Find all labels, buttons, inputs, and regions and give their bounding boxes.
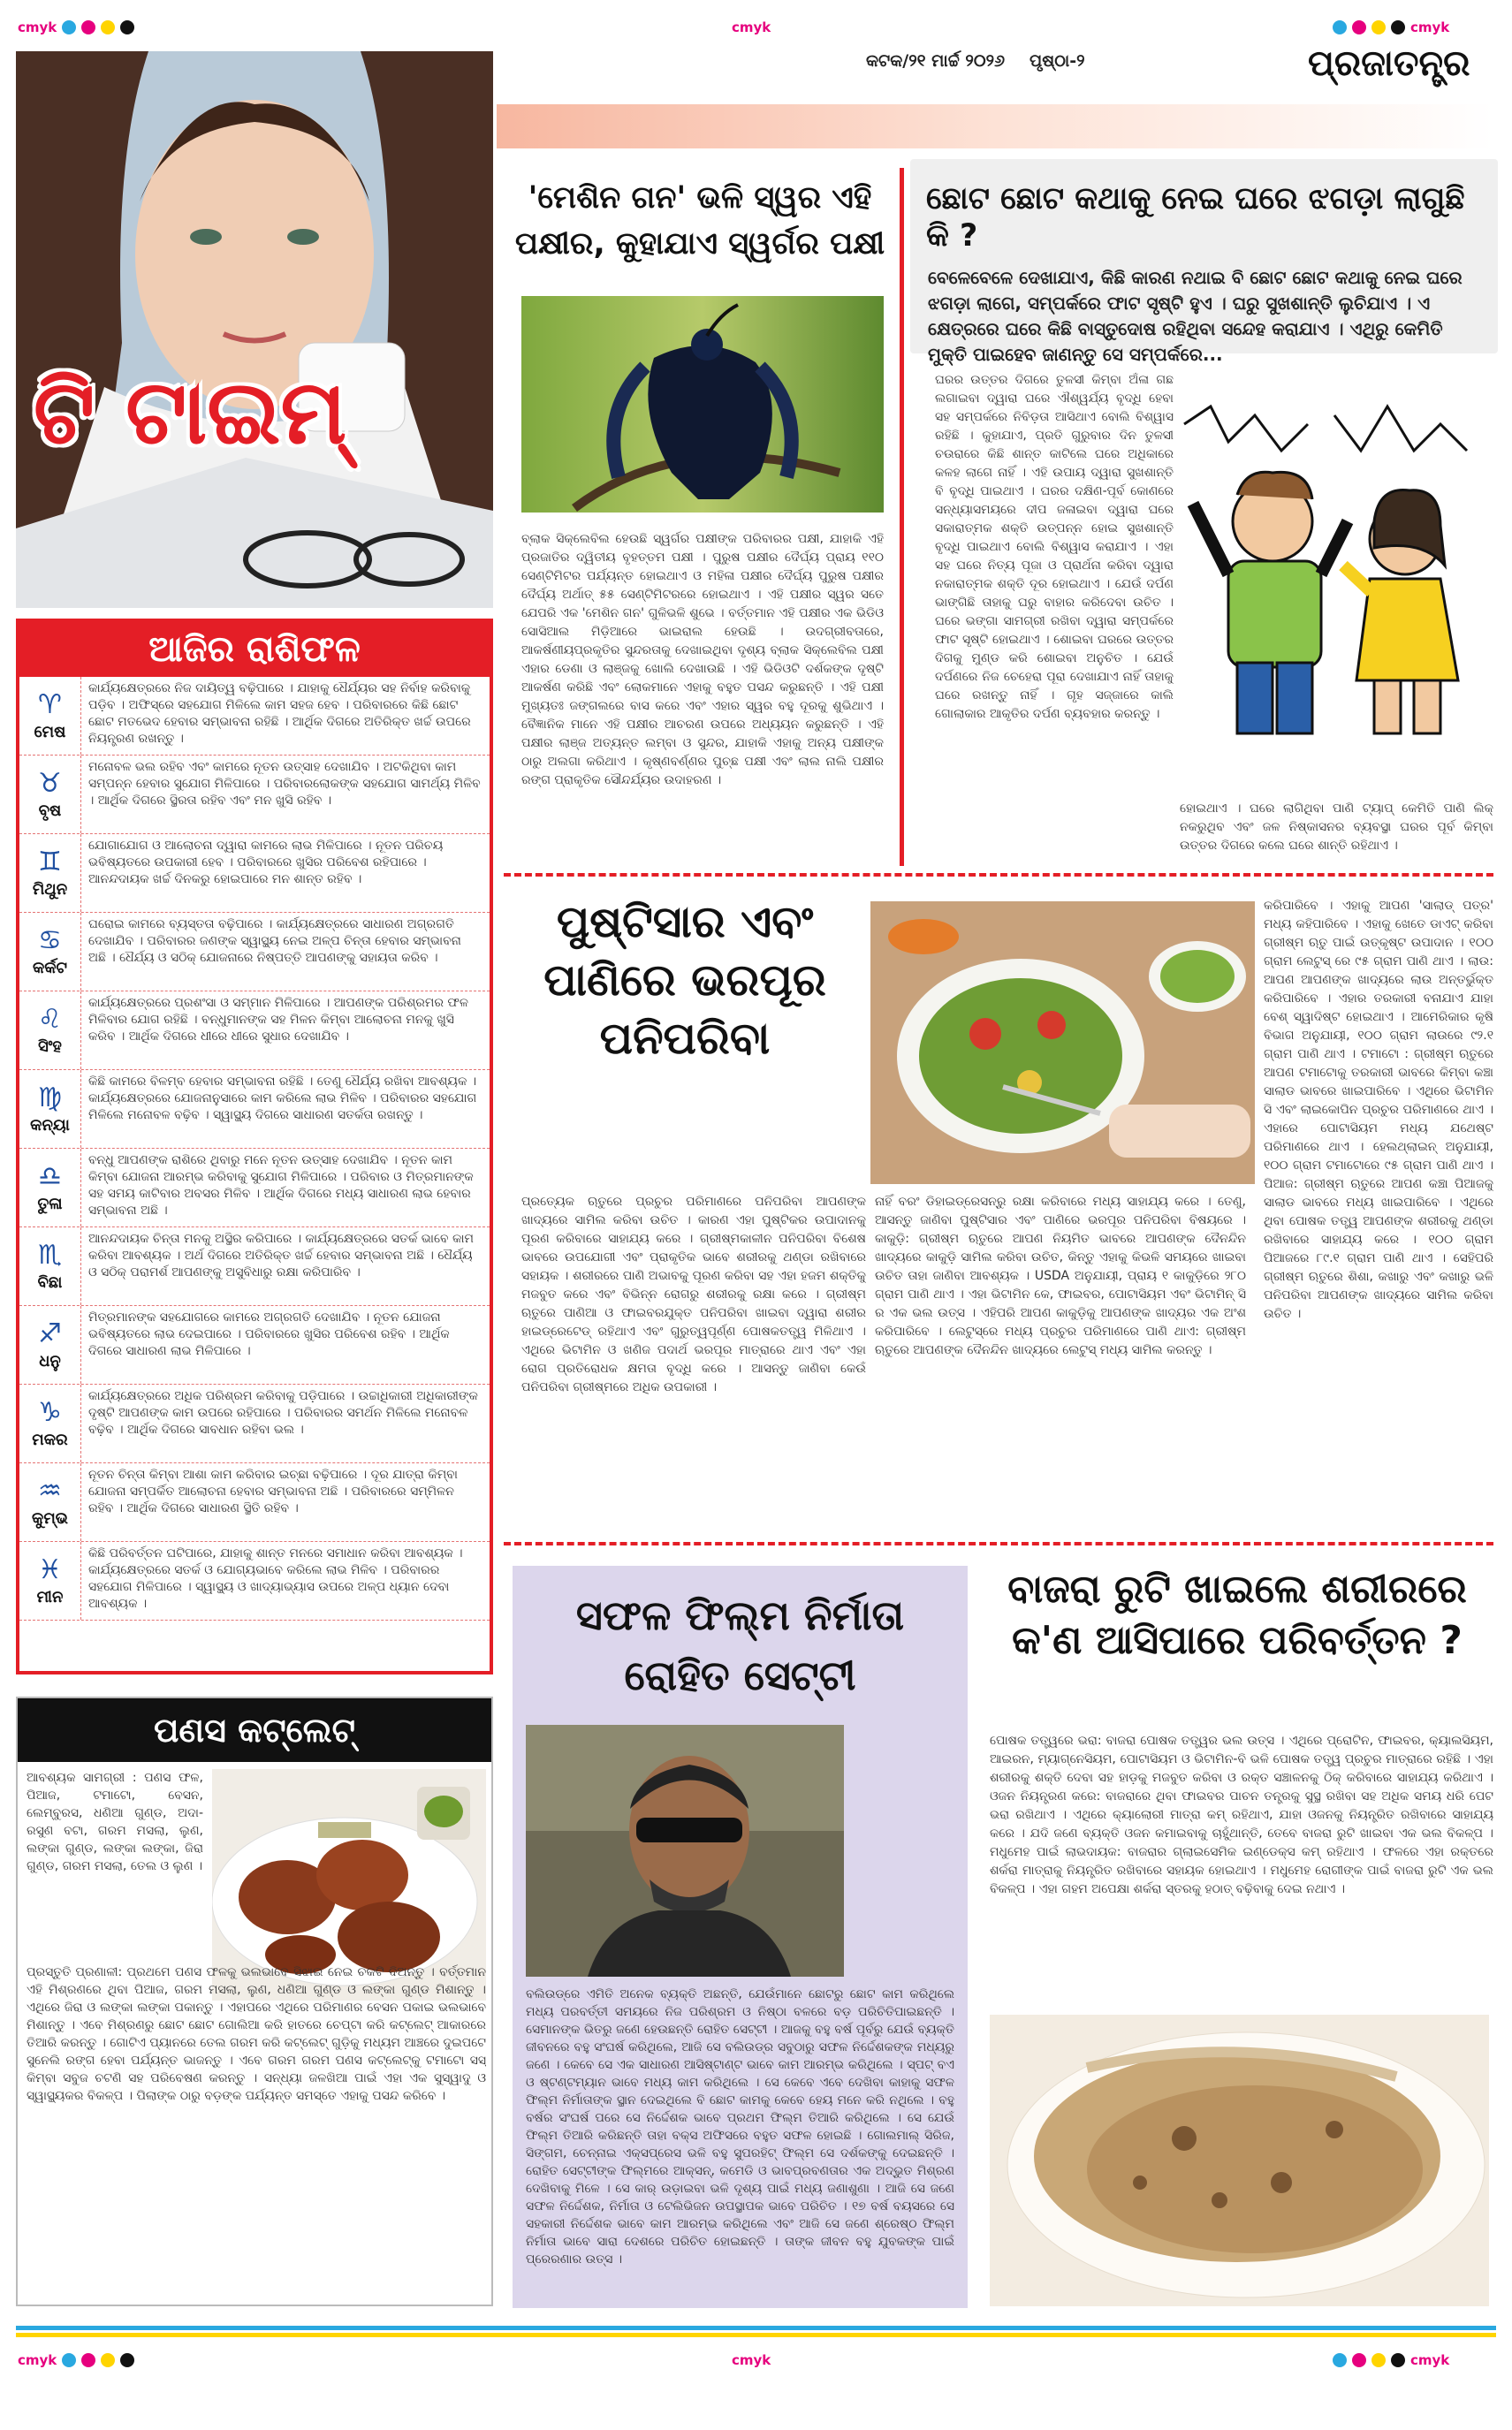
rohit-body: ବଲିଉଡ୍‌ରେ ଏମିତି ଅନେକ ବ୍ୟକ୍ତି ଅଛନ୍ତି, ଯେଉଁମାନେ ଛୋଟରୁ ଛୋଟ କାମ କରିଥିଲେ ମଧ୍ୟ ପରବର୍ତ୍ତୀ ସମୟରେ ନିଜ ପରିଶ୍ରମ ଓ ନିଷ୍ଠା ବଳରେ ବଡ଼ ପରିଚିତିପାଇଛନ୍ତି । ସେମାନଙ୍କ ଭିତରୁ ଜଣେ ହେଉଛନ୍ତି ରୋହିତ ସେଟ୍ଟୀ । ଆଜକୁ ବହୁ ବର୍ଷ ପୂର୍ବରୁ ଯେଉଁ ବ୍ୟକ୍ତି ଜୀବନରେ ବହୁ ସଂଘର୍ଷ କରିଥିଲେ, ଆଜି ସେ ବଲିଉଡ୍‌ର ସବୁଠାରୁ ସଫଳ ନିର୍ଦ୍ଦେଶକଙ୍କ ମଧ୍ୟରୁ ଜଣେ । କେବେ ସେ ଏକ ସାଧାରଣ ଆସିଷ୍ଟାଣ୍ଟ ଭାବେ କାମ ଆରମ୍ଭ କରିଥିଲେ । ସ୍ପଟ୍ ବଏ ଓ ଷ୍ଟଣ୍ଟମ୍ୟାନ ଭାବେ ମଧ୍ୟ କାମ କରିଥିଲେ । ସେ କେବେ ଏବେ ଦେଖିବା କାହାକୁ ସଫଳ ଫିଲ୍ମ ନିର୍ମାତାଙ୍କ ସ୍ଥାନ ଦେଇଥିଲେ ବି ଛୋଟ କାମକୁ କେବେ ହେୟ ମନେ କରି ନଥିଲେ । ବହୁ ବର୍ଷର ସଂଘର୍ଷ ପରେ ସେ ନିର୍ଦ୍ଦେଶକ ଭାବେ ପ୍ରଥମ ଫିଲ୍ମ ତିଆରି କରିଥିଲେ । ସେ ଯେଉଁ ଫିଲ୍ମ ତିଆରି କରିଛନ୍ତି ତାହା ବକ୍ସ ଅଫିସରେ ବହୁତ ସଫଳ ହୋଇଛି । ଗୋଲମାଲ୍ ସିରିଜ, ସିଙ୍ଗମ, ଚେନ୍ନାଇ ଏକ୍ସପ୍ରେସ ଭଳି ବହୁ ସୁପରହିଟ୍ ଫିଲ୍ମ ସେ ଦର୍ଶକଙ୍କୁ ଦେଇଛନ୍ତି । ରୋହିତ ସେଟ୍ଟୀଙ୍କ ଫିଲ୍ମରେ ଆକ୍ସନ୍, କମେଡି ଓ ଭାବପ୍ରବଣତାର ଏକ ଅଦ୍ଭୁତ ମିଶ୍ରଣ ଦେଖିବାକୁ ମିଳେ । ସେ କାର୍ ଉଡ଼ାଇବା ଭଳି ଦୃଶ୍ୟ ପାଇଁ ମଧ୍ୟ ଜଣାଶୁଣା । ଆଜି ସେ ଜଣେ ସଫଳ ନିର୍ଦ୍ଦେଶକ, ନିର୍ମାତା ଓ ଟେଲିଭିଜନ ଉପସ୍ଥାପକ ଭାବେ ପରିଚିତ । ୧୭ ବର୍ଷ ବୟସରେ ସେ ସହକାରୀ ନିର୍ଦ୍ଦେଶକ ଭାବେ କାମ ଆରମ୍ଭ କରିଥିଲେ ଏବଂ ଆଜି ସେ ଜଣେ ଶ୍ରେଷ୍ଠ ଫିଲ୍ମ ନିର୍ମାତା ଭାବେ ସାରା ଦେଶରେ ପରିଚିତ ହୋଇଛନ୍ତି । ତାଙ୍କ ଜୀବନ ବହୁ ଯୁବକଙ୍କ ପାଇଁ ପ୍ରେରଣାର ଉତ୍ସ । (526, 1987, 954, 2267)
zodiac-name: ତୁଳା (37, 1194, 63, 1213)
horoscope-row (19, 1227, 490, 1306)
quarrel-intro: ବେଳେବେଳେ ଦେଖାଯାଏ, କିଛି କାରଣ ନଥାଇ ବି ଛୋଟ ଛୋଟ କଥାକୁ ନେଇ ଘରେ ଝଗଡ଼ା ଲାଗେ, ସମ୍ପର୍କରେ ଫାଟ ସୃଷ୍ଟି ହୁଏ । ଘରୁ ସୁଖଶାନ୍ତି ଲୁଚିଯାଏ । ଏ କ୍ଷେତ୍ରରେ ଘରେ କିଛି ବାସ୍ତୁଦୋଷ ରହିଥିବା ସନ୍ଦେହ କରାଯାଏ । ଏଥିରୁ କେମିତି ମୁକ୍ତି ପାଇହେବ ଜାଣନ୍ତୁ ସେ ସମ୍ପର୍କରେ... (928, 267, 1463, 365)
zodiac-forecast: ଆନନ୍ଦଦାୟକ ଚିନ୍ତା ମନକୁ ଅସ୍ଥିର କରିପାରେ । କାର୍ଯ୍ୟକ୍ଷେତ୍ରରେ ସତର୍କ ଭାବେ କାମ କରିବା ଆବଶ୍ୟକ । ଅର୍ଥ ଦିଗରେ ଅତିରିକ୍ତ ଖର୍ଚ୍ଚ ହେବାର ସମ୍ଭାବନା ଅଛି । ଧୈର୍ଯ୍ୟ ଓ ସଠିକ୍ ପରାମର୍ଶ ଆପଣଙ୍କୁ ଅସୁବିଧାରୁ ରକ୍ଷା କରିପାରିବ । (88, 1232, 475, 1280)
zodiac-name: ବିଛା (37, 1272, 63, 1292)
zodiac-icon: ♏ (38, 1239, 62, 1271)
quarrel-body: ଘରର ଉତ୍ତର ଦିଗରେ ତୁଳସୀ କିମ୍ବା ଅଁଳା ଗଛ ଲଗାଇବା ଦ୍ୱାରା ଘରେ ଐଶ୍ୱର୍ଯ୍ୟ ବୃଦ୍ଧି ହେବା ସହ ସମ୍ପର୍କରେ ନିବିଡ଼ତା ଆସିଥାଏ ବୋଲି ବିଶ୍ୱାସ ରହିଛି । କୁହାଯାଏ, ପ୍ରତି ଗୁରୁବାର ଦିନ ତୁଳସୀ ଚଉରାରେ କିଛି ଶାନ୍ତ କାଟିଲେ ଘରେ ଅଧିକାରେ କଳହ ଲାଗେ ନାହିଁ । ଏହି ଉପାୟ ଦ୍ୱାରା ସୁଖଶାନ୍ତି ବି ବୃଦ୍ଧି ପାଇଥାଏ । ଘରର ଦକ୍ଷିଣ-ପୂର୍ବ କୋଣରେ ସନ୍ଧ୍ୟାସମୟରେ ଦୀପ ଜଳାଇବା ଦ୍ୱାରା ଘରେ ସକାରାତ୍ମକ ଶକ୍ତି ଉତ୍ପନ୍ନ ହୋଇ ସୁଖଶାନ୍ତି ବୃଦ୍ଧି ପାଇଥାଏ ବୋଲି ବିଶ୍ୱାସ କରାଯାଏ । ଏହା ସହ ଘରେ ନିତ୍ୟ ପୂଜା ଓ ପ୍ରାର୍ଥନା କରିବା ଦ୍ୱାରା ନକାରାତ୍ମକ ଶକ୍ତି ଦୂର ହୋଇଥାଏ । ଯେଉଁ ଦର୍ପଣ ଭାଙ୍ଗିଛି ତାହାକୁ ଘରୁ ବାହାର କରିଦେବା ଉଚିତ । ଘରେ ଭଙ୍ଗା ସାମଗ୍ରୀ ରଖିବା ଦ୍ୱାରା ସମ୍ପର୍କରେ ଫାଟ ସୃଷ୍ଟି ହୋଇଥାଏ । ଶୋଇବା ଘରରେ ଉତ୍ତର ଦିଗକୁ ମୁଣ୍ଡ କରି ଶୋଇବା ଅନୁଚିତ । ଯେଉଁ ଦର୍ପଣରେ ନିଜ ଚେହେରା ପୂରା ଦେଖାଯାଏ ନାହିଁ ତାହାକୁ ଘରେ ରଖନ୍ତୁ ନାହିଁ । ଗୃହ ସଜ୍ଜାରେ କାଲି ଗୋଲାକାର ଆକୃତିର ଦର୍ପଣ ବ୍ୟବହାର କରନ୍ତୁ । (935, 373, 1174, 721)
zodiac-forecast: କିଛି କାମରେ ବିଳମ୍ବ ହେବାର ସମ୍ଭାବନା ରହିଛି । ତେଣୁ ଧୈର୍ଯ୍ୟ ରଖିବା ଆବଶ୍ୟକ । କାର୍ଯ୍ୟକ୍ଷେତ୍ରରେ ଯୋଜନାନୁସାରେ କାମ କରିଲେ ଲାଭ ମିଳିବ । ପରିବାରର ସହଯୋଗ ମିଳିଲେ ମନୋବଳ ବଢ଼ିବ । ସ୍ୱାସ୍ଥ୍ୟ ଦିଗରେ ସାଧାରଣ ସତର୍କତା ରଖନ୍ତୁ । (88, 1075, 477, 1122)
zodiac-forecast: ଯୋଗାଯୋଗ ଓ ଆଲୋଚନା ଦ୍ୱାରା କାମରେ ଲାଭ ମିଳିପାରେ । ନୂତନ ପରିଚୟ ଭବିଷ୍ୟତରେ ଉପକାରୀ ହେବ । ପରିବାରରେ ଖୁସିର ପରିବେଶ ରହିପାରେ । ଆନନ୍ଦଦାୟକ ଖର୍ଚ୍ଚ ଦିନକରୁ ହୋଇପାରେ ମନ ଶାନ୍ତ ରହିବ । (88, 839, 444, 886)
horoscope-row (19, 1542, 490, 1621)
zodiac-icon: ♍ (38, 1082, 62, 1113)
zodiac-forecast: ନୂତନ ଚିନ୍ତା କିମ୍ବା ଆଶା କାମ କରିବାର ଇଚ୍ଛା ବଢ଼ିପାରେ । ଦୂର ଯାତ୍ରା କିମ୍ବା ଯୋଜନା ସମ୍ପର୍କିତ ଆଲୋଚନା ହେବାର ସମ୍ଭାବନା ଅଛି । ପରିବାରରେ ସମ୍ମିଳନ ରହିବ । ଆର୍ଥିକ ଦିଗରେ ସାଧାରଣ ସ୍ଥିତି ରହିବ । (88, 1468, 458, 1515)
horoscope-list (19, 677, 490, 1621)
zodiac-name: କର୍କଟ (32, 958, 68, 977)
zodiac-name: କୁମ୍ଭ (32, 1508, 68, 1528)
zodiac-icon: ♋ (38, 924, 62, 956)
zodiac-forecast: କାର୍ଯ୍ୟକ୍ଷେତ୍ରରେ ଅଧିକ ପରିଶ୍ରମ କରିବାକୁ ପଡ଼ିପାରେ । ଉଚ୍ଚାଧିକାରୀ ଅଧିକାରୀଙ୍କ ଦୃଷ୍ଟି ଆପଣଙ୍କ କାମ ଉପରେ ରହିପାରେ । ପରିବାରର ସମର୍ଥନ ମିଳିଲେ ମନୋବଳ ବଢ଼ିବ । ଆର୍ଥିକ ଦିଗରେ ସାବଧାନ ରହିବା ଭଲ । (88, 1389, 478, 1437)
column-divider (900, 168, 904, 866)
zodiac-forecast: ଘରୋଇ କାମରେ ବ୍ୟସ୍ତତା ବଢ଼ିପାରେ । କାର୍ଯ୍ୟକ୍ଷେତ୍ରରେ ସାଧାରଣ ଅଗ୍ରଗତି ଦେଖାଯିବ । ପରିବାରର ଜଣଙ୍କ ସ୍ୱାସ୍ଥ୍ୟ ନେଇ ଅଳ୍ପ ଚିନ୍ତା ହେବାର ସମ୍ଭାବନା ଅଛି । ଧୈର୍ଯ୍ୟ ଓ ସଠିକ୍ ଯୋଜନାରେ ନିଷ୍ପତ୍ତି ଆପଣଙ୍କୁ ସହାୟତା କରିବ । (88, 917, 461, 965)
horoscope-row (19, 913, 490, 991)
zodiac-forecast: ମିତ୍ରମାନଙ୍କ ସହଯୋଗରେ କାମରେ ଅଗ୍ରଗତି ଦେଖାଯିବ । ନୂତନ ଯୋଜନା ଭବିଷ୍ୟତରେ ଲାଭ ଦେଇପାରେ । ପରିବାରରେ ଖୁସିର ପରିବେଶ ରହିବ । ଆର୍ଥିକ ଦିଗରେ ସାଧାରଣ ଲାଭ ମିଳିପାରେ । (88, 1310, 450, 1358)
registration-mark-top-left (18, 19, 134, 35)
horoscope-title: ଆଜିର ରାଶିଫଳ (19, 622, 490, 677)
registration-mark-bottom-right: cmyk (1333, 2352, 1449, 2368)
zodiac-icon: ♐ (38, 1318, 62, 1349)
vegetables-body-right: କରିପାରିବେ । ଏହାକୁ ଆପଣ 'ସାଲାଡ୍ ପତ୍ର' ମଧ୍ୟ କହିପାରିବେ । ଏହାକୁ ଖେତେ ଡାଏଟ୍ କରିବା ଗ୍ରୀଷ୍ମ ଋତୁ ପାଇଁ ଉତ୍କୃଷ୍ଟ ଉପାଦାନ । ୧୦୦ ଗ୍ରାମ ଲେଟୁସ୍ ରେ ୯୫ ଗ୍ରାମ ପାଣି ଥାଏ । ଲାଉ: ଆପଣ ଆପଣଙ୍କ ଖାଦ୍ୟରେ ଲାଉ ଅନ୍ତର୍ଭୁକ୍ତ କରିପାରିବେ । ଏହାର ତରକାରୀ ବନାଯାଏ ଯାହା ବେଶ୍ ସ୍ୱାଦିଷ୍ଟ ହୋଇଥାଏ । ଆମେରିକାର କୃଷି ବିଭାଗ ଅନୁଯାୟୀ, ୧୦୦ ଗ୍ରାମ ଲାଉରେ ୯୨.୧ ଗ୍ରାମ ପାଣି ଥାଏ । ଟମାଟୋ : ଗ୍ରୀଷ୍ମ ଋତୁରେ ଆପଣ ଟମାଟୋକୁ ତରକାରୀ ଭାବରେ କିମ୍ବା କଞ୍ଚା ସାଲାଡ ଭାବରେ ଖାଇପାରିବେ । ଏଥିରେ ଭିଟାମିନ ସି ଏବଂ ଲାଇକୋପିନ ପ୍ରଚୁର ପରିମାଣରେ ଥାଏ । ଏହାରେ ପୋଟାସିୟମ ମଧ୍ୟ ଯଥେଷ୍ଟ ପରିମାଣରେ ଥାଏ । ହେଲଥ୍‌ଲାଇନ୍ ଅନୁଯାୟୀ, ୧୦୦ ଗ୍ରାମ ଟମାଟୋରେ ୯୫ ଗ୍ରାମ ପାଣି ଥାଏ । ପିଆଜ: ଗ୍ରୀଷ୍ମ ଋତୁରେ ଆପଣ କଞ୍ଚା ପିଆଜକୁ ସାଲାଡ ଭାବରେ ମଧ୍ୟ ଖାଇପାରିବେ । ଏଥିରେ ଥିବା ପୋଷକ ତତ୍ତ୍ୱ ଆପଣଙ୍କ ଶରୀରକୁ ଥଣ୍ଡା ରଖିବାରେ ସାହାଯ୍ୟ କରେ । ୧୦୦ ଗ୍ରାମ ପିଆଜରେ ୮୯.୧ ଗ୍ରାମ ପାଣି ଥାଏ । ସେହିପରି ଗ୍ରୀଷ୍ମ ଋତୁରେ ଶିଶା, କଖାରୁ ଏବଂ କଖାରୁ ଭଳି ପନିପରିବା ଆପଣଙ୍କ ଖାଦ୍ୟରେ ସାମିଲ କରିବା ଉଚିତ । (1264, 899, 1493, 1321)
bajra-body: ପୋଷକ ତତ୍ତ୍ୱରେ ଭରା: ବାଜରା ପୋଷକ ତତ୍ତ୍ୱର ଭଲ ଉତ୍ସ । ଏଥିରେ ପ୍ରୋଟିନ, ଫାଇବର, କ୍ୟାଲସିୟମ, ଆଇରନ, ମ୍ୟାଗ୍ନେସିୟମ, ପୋଟାସିୟମ ଓ ଭିଟାମିନ-ବି ଭଳି ପୋଷକ ତତ୍ତ୍ୱ ପ୍ରଚୁର ମାତ୍ରାରେ ରହିଛି । ଏହା ଶରୀରକୁ ଶକ୍ତି ଦେବା ସହ ହାଡ଼କୁ ମଜବୁତ କରିବା ଓ ରକ୍ତ ସଞ୍ଚାଳନକୁ ଠିକ୍ କରିବାରେ ସାହାଯ୍ୟ କରିଥାଏ । ଓଜନ ନିୟନ୍ତ୍ରଣ କରେ: ବାଜରାରେ ଥିବା ଫାଇବର ପାଚନ ତନ୍ତ୍ରକୁ ସୁସ୍ଥ ରଖିବା ସହ ଅଧିକ ସମୟ ଧରି ପେଟ ଭରା ରଖିଥାଏ । ଏଥିରେ କ୍ୟାଲୋରୀ ମାତ୍ରା କମ୍ ରହିଥାଏ, ଯାହା ଓଜନକୁ ନିୟନ୍ତ୍ରିତ ରଖିବାରେ ସାହାଯ୍ୟ କରେ । ଯଦି ଜଣେ ବ୍ୟକ୍ତି ଓଜନ କମାଇବାକୁ ଚାହୁଁଥାନ୍ତି, ତେବେ ବାଜରା ରୁଟି ଖାଇବା ଏକ ଭଲ ବିକଳ୍ପ । ମଧୁମେହ ପାଇଁ ଲାଭଦାୟକ: ବାଜରାର ଗ୍ଲାଇସେମିକ ଇଣ୍ଡେକ୍ସ କମ୍ ରହିଥାଏ । ଫଳରେ ଏହା ରକ୍ତରେ ଶର୍କରା ମାତ୍ରାକୁ ନିୟନ୍ତ୍ରିତ ରଖିବାରେ ସହାୟକ ହୋଇଥାଏ । ମଧୁମେହ ରୋଗୀଙ୍କ ପାଇଁ ବାଜରା ରୁଟି ଏକ ଭଲ ବିକଳ୍ପ । ଏହା ଗହମ ଅପେକ୍ଷା ଶର୍କରା ସ୍ତରକୁ ହଠାତ୍ ବଢ଼ିବାକୁ ଦେଇ ନଥାଏ । (990, 1734, 1493, 1896)
zodiac-icon: ♎ (38, 1160, 62, 1192)
masthead-logo: ପ୍ରଜାତନ୍ତ୍ର (1308, 42, 1470, 84)
date-text: କଟକ/୨୧ ମାର୍ଚ୍ଚ ୨୦୨୬ (866, 51, 1006, 71)
section-separator-2 (504, 1542, 1493, 1545)
quarrel-illustration (1175, 389, 1480, 742)
zodiac-icon: ♓ (38, 1553, 62, 1585)
bajra-photo (990, 2015, 1489, 2306)
zodiac-sign (19, 756, 81, 833)
bottom-color-strip-cyan (16, 2326, 1496, 2330)
zodiac-sign (19, 1542, 81, 1620)
zodiac-icon: ♉ (38, 767, 62, 799)
zodiac-sign (19, 1385, 81, 1462)
zodiac-name: ମିଥୁନ (32, 879, 68, 899)
zodiac-icon: ♊ (38, 846, 62, 877)
horoscope-row (19, 1070, 490, 1149)
zodiac-forecast: କାର୍ଯ୍ୟକ୍ଷେତ୍ରରେ ପ୍ରଶଂସା ଓ ସମ୍ମାନ ମିଳିପାରେ । ଆପଣଙ୍କ ପରିଶ୍ରମର ଫଳ ମିଳିବାର ଯୋଗ ରହିଛି । ବନ୍ଧୁମାନଙ୍କ ସହ ମିଳନ କିମ୍ବା ଆଲୋଚନା ମନକୁ ଖୁସି କରିବ । ଆର୍ଥିକ ଦିଗରେ ଧୀରେ ଧୀରେ ସୁଧାର ଦେଖାଯିବ । (88, 996, 468, 1044)
zodiac-sign (19, 1463, 81, 1541)
zodiac-name: ଧନୁ (39, 1351, 61, 1371)
bajra-headline: ବାଜରା ରୁଟି ଖାଇଲେ ଶରୀରରେ କ'ଣ ଆସିପାରେ ପରିବର୍ତ୍ତନ ? (1007, 1567, 1467, 1663)
zodiac-name: ମୀନ (36, 1587, 64, 1606)
horoscope-row (19, 1149, 490, 1227)
rohit-headline: ସଫଳ ଫିଲ୍ମ ନିର୍ମାତା ରୋହିତ ସେଟ୍ଟୀ (575, 1591, 905, 1699)
horoscope-row (19, 677, 490, 756)
horoscope-row (19, 756, 490, 834)
zodiac-name: ମକର (32, 1430, 68, 1449)
zodiac-sign (19, 1306, 81, 1384)
quarrel-headline: ଛୋଟ ଛୋଟ କଥାକୁ ନେଇ ଘରେ ଝଗଡ଼ା ଲାଗୁଛି କି ? (926, 181, 1465, 254)
section-separator-1 (504, 873, 1493, 877)
zodiac-icon: ♒ (38, 1475, 62, 1507)
zodiac-sign (19, 1149, 81, 1226)
pink-banner (497, 104, 1493, 148)
zodiac-forecast: କିଛି ପରିବର୍ତ୍ତନ ଘଟିପାରେ, ଯାହାକୁ ଶାନ୍ତ ମନରେ ସମାଧାନ କରିବା ଆବଶ୍ୟକ । କାର୍ଯ୍ୟକ୍ଷେତ୍ରରେ ସତର୍କ ଓ ଯୋଗ୍ୟଭାବେ କରିଲେ ଲାଭ ମିଳିବ । ପରିବାରର ସହଯୋଗ ମିଳିପାରେ । ସ୍ୱାସ୍ଥ୍ୟ ଓ ଖାଦ୍ୟାଭ୍ୟାସ ଉପରେ ଅଳ୍ପ ଧ୍ୟାନ ଦେବା ଆବଶ୍ୟକ । (88, 1546, 463, 1611)
registration-mark-top-center: cmyk (732, 19, 771, 35)
page-number: ପୃଷ୍ଠା-୨ (1030, 51, 1085, 71)
zodiac-name: ସିଂହ (38, 1037, 62, 1056)
recipe-ingredients: ଆବଶ୍ୟକ ସାମଗ୍ରୀ : ପଣସ ଫଳ, ପିଆଜ, ଟମାଟୋ, ବେସନ, ଲେମ୍ବୁରସ, ଧଣିଆ ଗୁଣ୍ଡ, ଅଦା-ରସୁଣ ବଟା, ଗରମ ମସଲା, ଲୁଣ, ଲଙ୍କା ଗୁଣ୍ଡ, ଲଙ୍କା ଲଙ୍କା, ଜିରା ଗୁଣ୍ଡ, ଗରମ ମସଲା, ତେଲ ଓ ଲୁଣ । (27, 1771, 203, 1873)
horoscope-row (19, 1385, 490, 1463)
zodiac-forecast: ମନୋବଳ ଭଲ ରହିବ ଏବଂ କାମରେ ନୂତନ ଉତ୍ସାହ ଦେଖାଯିବ । ଅଟକିଥିବା କାମ ସମ୍ପନ୍ନ ହେବାର ସୁଯୋଗ ମିଳିପାରେ । ପରିବାରଲୋକଙ୍କ ସହଯୋଗ ସାମର୍ଥ୍ୟ ମିଳିବ । ଆର୍ଥିକ ଦିଗରେ ସ୍ଥିରତା ରହିବ ଏବଂ ମନ ଖୁସି ରହିବ । (88, 760, 481, 808)
registration-mark-bottom-center: cmyk (732, 2352, 771, 2368)
zodiac-forecast: କାର୍ଯ୍ୟକ୍ଷେତ୍ରରେ ନିଜ ଦାୟିତ୍ୱ ବଢ଼ିପାରେ । ଯାହାକୁ ଧୈର୍ଯ୍ୟର ସହ ନିର୍ବାହ କରିବାକୁ ପଡ଼ିବ । ଅଫିସ୍‌ରେ ସହଯୋଗ ମିଳିଲେ କାମ ସହଜ ହେବ । ପରିବାରରେ କିଛି ଛୋଟ ଛୋଟ ମତଭେଦ ହେବାର ସମ୍ଭାବନା ରହିଛି । ଆର୍ଥିକ ଦିଗରେ ଅତିରିକ୍ତ ଖର୍ଚ୍ଚ ଉପରେ ନିୟନ୍ତ୍ରଣ ରଖନ୍ତୁ । (88, 681, 471, 746)
zodiac-name: ବୃଷ (38, 801, 62, 820)
bird-body: ବ୍ଲାକ ସିକ୍‌ଲେବିଲ ହେଉଛି ସ୍ୱର୍ଗର ପକ୍ଷୀଙ୍କ ପରିବାରର ପକ୍ଷୀ, ଯାହାକି ଏହି ପ୍ରଜାତିର ଦ୍ୱିତୀୟ ବୃହତ୍ତମ ପକ୍ଷୀ । ପୁରୁଷ ପକ୍ଷୀର ଦୈର୍ଘ୍ୟ ପ୍ରାୟ ୧୧୦ ସେଣ୍ଟିମିଟର ପର୍ଯ୍ୟନ୍ତ ହୋଇଥାଏ ଓ ମହିଳା ପକ୍ଷୀର ଦୈର୍ଘ୍ୟ ପୁରୁଷ ପକ୍ଷୀର ଦୈର୍ଘ୍ୟ ଅର୍ଥାତ୍ ୫୫ ସେଣ୍ଟିମିଟରରେ ହୋଇଥାଏ । ଏହି ପକ୍ଷୀର ସ୍ୱର ସତେ ଯେପରି ଏକ 'ମେଶିନ ଗନ' ଗୁଳିଭଳି ଶୁଭେ । ବର୍ତ୍ତମାନ ଏହି ପକ୍ଷୀର ଏକ ଭିଡିଓ ସୋସିଆଲ ମିଡ଼ିଆରେ ଭାଇରାଲ ହେଉଛି । ଉଦଗ୍ରୀବତାରେ, ଆକର୍ଷଣୀୟପ୍ରକୃତିର ସୁନ୍ଦରତାକୁ ଦେଖାଇଥିବା ଦୃଶ୍ୟ ବ୍ଲାକ ସିକ୍‌ଲେବିଲ ପକ୍ଷୀ ଏହାର ଡେଣା ଓ ଲାଞ୍ଜକୁ ଖୋଲି ଦେଖାଉଛି । ଏହି ଭିଡିଓଟି ଦର୍ଶକଙ୍କ ଦୃଷ୍ଟି ଆକର୍ଷଣ କରିଛି ଏବଂ ଲୋକମାନେ ଏହାକୁ ବହୁତ ପସନ୍ଦ କରୁଛନ୍ତି । ଏହି ପକ୍ଷୀ ମୁଖ୍ୟତଃ ଜଙ୍ଗଲରେ ବାସ କରେ ଏବଂ ଏହାର ସ୍ୱର ବହୁ ଦୂରକୁ ଶୁଭିଥାଏ । ବୈଜ୍ଞାନିକ ମାନେ ଏହି ପକ୍ଷୀର ଆଚରଣ ଉପରେ ଅଧ୍ୟୟନ କରୁଛନ୍ତି । ଏହି ପକ୍ଷୀର ଲାଞ୍ଜ ଅତ୍ୟନ୍ତ ଲମ୍ବା ଓ ସୁନ୍ଦର, ଯାହାକି ଏହାକୁ ଅନ୍ୟ ପକ୍ଷୀଙ୍କ ଠାରୁ ଅଲଗା କରିଥାଏ । କୃଷ୍ଣବର୍ଣ୍ଣର ପୁଚ୍ଛ ପକ୍ଷୀ ଏବଂ ଲାଲ ନାଲି ପକ୍ଷୀର ରଙ୍ଗ ପ୍ରାକୃତିକ ସୌନ୍ଦର୍ଯ୍ୟର ଉଦାହରଣ । (521, 532, 884, 787)
zodiac-sign (19, 1070, 81, 1148)
zodiac-forecast: ବନ୍ଧୁ ଆପଣଙ୍କ ରାଶିରେ ଥିବାରୁ ମନେ ନୂତନ ଉତ୍ସାହ ଦେଖାଯିବ । ନୂତନ କାମ କିମ୍ବା ଯୋଜନା ଆରମ୍ଭ କରିବାକୁ ସୁଯୋଗ ମିଳିପାରେ । ପରିବାର ଓ ମିତ୍ରମାନଙ୍କ ସହ ସମୟ କାଟିବାର ଅବସର ମିଳିବ । ଆର୍ଥିକ ଦିଗରେ ମଧ୍ୟ ସାଧାରଣ ଲାଭ ହେବାର ସମ୍ଭାବନା ଅଛି । (88, 1153, 474, 1218)
zodiac-sign (19, 913, 81, 991)
cmyk-label: cmyk (18, 19, 57, 35)
vegetables-body-left: ପ୍ରତ୍ୟେକ ଋତୁରେ ପ୍ରଚୁର ପରିମାଣରେ ପନିପରିବା ଆପଣଙ୍କ ଖାଦ୍ୟରେ ସାମିଲ କରିବା ଉଚିତ । କାରଣ ଏହା ପୁଷ୍ଟିକର ଉପାଦାନକୁ ପୂରଣ କରିବାରେ ସାହାଯ୍ୟ କରେ । ଗ୍ରୀଷ୍ମକାଳୀନ ପନିପରିବା ବିଶେଷ ଭାବରେ ଉପଯୋଗୀ ଏବଂ ପ୍ରାକୃତିକ ଭାବେ ଶରୀରକୁ ଥଣ୍ଡା ରଖିବାରେ ସହାୟକ । ଶରୀରରେ ପାଣି ଅଭାବକୁ ପୂରଣ କରିବା ସହ ଏହା ହଜମ ଶକ୍ତିକୁ ମଜବୁତ କରେ ଏବଂ ବିଭିନ୍ନ ରୋଗରୁ ଶରୀରକୁ ରକ୍ଷା କରେ । ଗ୍ରୀଷ୍ମ ଋତୁରେ ପାଣିଆ ଓ ଫାଇବରଯୁକ୍ତ ପନିପରିବା ଖାଇବା ଦ୍ୱାରା ଶରୀର ହାଇଡ୍ରେଟେଡ୍ ରହିଥାଏ ଏବଂ ଗୁରୁତ୍ୱପୂର୍ଣ୍ଣ ପୋଷକତତ୍ତ୍ୱ ମିଳିଥାଏ । ଏଥିରେ ଭିଟାମିନ ଓ ଖଣିଜ ପଦାର୍ଥ ଭରପୂର ମାତ୍ରାରେ ଥାଏ ଏବଂ ଏହା ରୋଗ ପ୍ରତିରୋଧକ କ୍ଷମତା ବୃଦ୍ଧି କରେ । ଆସନ୍ତୁ ଜାଣିବା କେଉଁ ପନିପରିବା ଗ୍ରୀଷ୍ମରେ ଅଧିକ ଉପକାରୀ । (521, 1195, 866, 1394)
dateline (866, 51, 1085, 71)
bird-photo (521, 296, 884, 513)
quarrel-tail: ହୋଇଥାଏ । ଘରେ ଲାଗିଥିବା ପାଣି ଟ୍ୟାପ୍ କେମିତି ପାଣି ଲିକ୍ ନକରୁଥିବ ଏବଂ ଜଳ ନିଷ୍କାସନର ବ୍ୟବସ୍ଥା ଘରର ପୂର୍ବ କିମ୍ବା ଉତ୍ତର ଦିଗରେ କଲେ ଘରେ ଶାନ୍ତି ରହିଥାଏ । (1180, 801, 1493, 853)
zodiac-sign (19, 1227, 81, 1305)
horoscope-row (19, 1306, 490, 1385)
bottom-color-strip-yellow (16, 2333, 1496, 2337)
vegetables-body-mid: ନାହିଁ ବରଂ ଡିହାଇଡ୍ରେସନ୍‌ରୁ ରକ୍ଷା କରିବାରେ ମଧ୍ୟ ସାହାଯ୍ୟ କରେ । ତେଣୁ, ଆସନ୍ତୁ ଜାଣିବା ପୁଷ୍ଟିସାର ଏବଂ ପାଣିରେ ଭରପୂର ପନିପରିବା ବିଷୟରେ । କାକୁଡ଼ି: ଗ୍ରୀଷ୍ମ ଋତୁରେ ଆପଣ ନିୟମିତ ଭାବରେ ଆପଣଙ୍କ ଦୈନନ୍ଦିନ ଖାଦ୍ୟରେ କାକୁଡ଼ି ସାମିଲ କରିବା ଉଚିତ, କିନ୍ତୁ ଏହାକୁ କିଭଳି ସମୟରେ ଖାଇବା ଉଚିତ ତାହା ଜାଣିବା ଆବଶ୍ୟକ । USDA ଅନୁଯାୟୀ, ପ୍ରାୟ ୧ କାକୁଡ଼ିରେ ୨୮୦ ଗ୍ରାମ ପାଣି ଥାଏ । ଏହା ଭିଟାମିନ କେ, ଫାଇବର, ପୋଟାସିୟମ ଏବଂ ଭିଟାମିନ୍ ସି ର ଏକ ଭଲ ଉତ୍ସ । ଏହିପରି ଆପଣ କାକୁଡ଼ିକୁ ଆପଣଙ୍କ ଖାଦ୍ୟର ଏକ ଅଂଶ କରିପାରିବେ । ଲେଟୁସ୍‌ରେ ମଧ୍ୟ ପ୍ରଚୁର ପରିମାଣରେ ପାଣି ଥାଏ: ଗ୍ରୀଷ୍ମ ଋତୁରେ ଆପଣଙ୍କ ଦୈନନ୍ଦିନ ଖାଦ୍ୟରେ ଲେଟୁସ୍ ମଧ୍ୟ ସାମିଲ କରନ୍ତୁ । (875, 1195, 1246, 1357)
horoscope-row (19, 834, 490, 913)
quarrel-header-box (910, 159, 1498, 365)
rohit-photo (526, 1725, 844, 1977)
zodiac-icon: ♌ (38, 1003, 62, 1035)
zodiac-icon: ♈ (38, 688, 62, 720)
zodiac-sign (19, 834, 81, 912)
zodiac-sign (19, 677, 81, 755)
zodiac-icon: ♑ (38, 1396, 62, 1428)
zodiac-name: କନ୍ୟା (30, 1115, 70, 1135)
bird-headline: 'ମେଶିନ ଗନ' ଭଳି ସ୍ୱର ଏହି ପକ୍ଷୀର, କୁହାଯାଏ ସ୍ୱର୍ଗର ପକ୍ଷୀ (514, 180, 885, 262)
vegetables-photo (870, 901, 1255, 1184)
recipe-title: ପଣସ କଟ୍‌ଲେଟ୍ (18, 1698, 491, 1762)
registration-mark-top-right: cmyk (1333, 19, 1449, 35)
horoscope-box (16, 619, 493, 1674)
zodiac-sign (19, 991, 81, 1069)
vegetables-headline: ପୁଷ୍ଟିସାର ଏବଂ ପାଣିରେ ଭରପୂର ପନିପରିବା (543, 896, 826, 1064)
rohit-panel (513, 1566, 968, 2308)
recipe-box (16, 1697, 493, 2306)
zodiac-name: ମେଷ (34, 722, 66, 741)
horoscope-row (19, 991, 490, 1070)
tea-time-photo (16, 51, 493, 608)
tea-time-title: ଟି ଟାଇମ୍ (34, 361, 347, 464)
recipe-method: ପ୍ରସ୍ତୁତି ପ୍ରଣାଳୀ: ପ୍ରଥମେ ପଣସ ଫଳକୁ ଭଲଭାବେ ସିଝାଇ ନେଇ ଚକଟି ଦିଅନ୍ତୁ । ବର୍ତ୍ତମାନ ଏହି ମିଶ୍ରଣରେ ଥିବା ପିଆଜ, ଗରମ ମସଲା, ଲୁଣ, ଧଣିଆ ଗୁଣ୍ଡ ଓ ଲଙ୍କା ଗୁଣ୍ଡ ମିଶାନ୍ତୁ । ଏଥିରେ ଜିରା ଓ ଲଙ୍କା ଲଙ୍କା ପକାନ୍ତୁ । ଏହାପରେ ଏଥିରେ ପରିମାଣର ବେସନ ପକାଇ ଭଲଭାବେ ମିଶାନ୍ତୁ । ଏବେ ମିଶ୍ରଣରୁ ଛୋଟ ଛୋଟ ଗୋଲିଆ କରି ହାତରେ ଚେପ୍ଟା କରି କଟ୍‌ଲେଟ୍ ଆକାରରେ ତିଆରି କରନ୍ତୁ । ଗୋଟିଏ ପ୍ୟାନରେ ତେଲ ଗରମ କରି କଟ୍‌ଲେଟ୍ ଗୁଡ଼ିକୁ ମଧ୍ୟମ ଆଞ୍ଚରେ ଦୁଇପଟେ ସୁନେଲି ରଙ୍ଗ ହେବା ପର୍ଯ୍ୟନ୍ତ ଭାଜନ୍ତୁ । ଏବେ ଗରମ ଗରମ ପଣସ କଟ୍‌ଲେଟ୍‌କୁ ଟମାଟୋ ସସ୍ କିମ୍ବା ସବୁଜ ଚଟଣି ସହ ପରିବେଷଣ କରନ୍ତୁ । ସନ୍ଧ୍ୟା ଜଳଖିଆ ପାଇଁ ଏହା ଏକ ସୁସ୍ୱାଦୁ ଓ ସ୍ୱାସ୍ଥ୍ୟକର ବିକଳ୍ପ । ପିଲାଙ୍କ ଠାରୁ ବଡ଼ଙ୍କ ପର୍ଯ୍ୟନ୍ତ ସମସ୍ତେ ଏହାକୁ ପସନ୍ଦ କରିବେ । (27, 1965, 486, 2103)
horoscope-row (19, 1463, 490, 1542)
registration-mark-bottom-left: cmyk (18, 2352, 134, 2368)
